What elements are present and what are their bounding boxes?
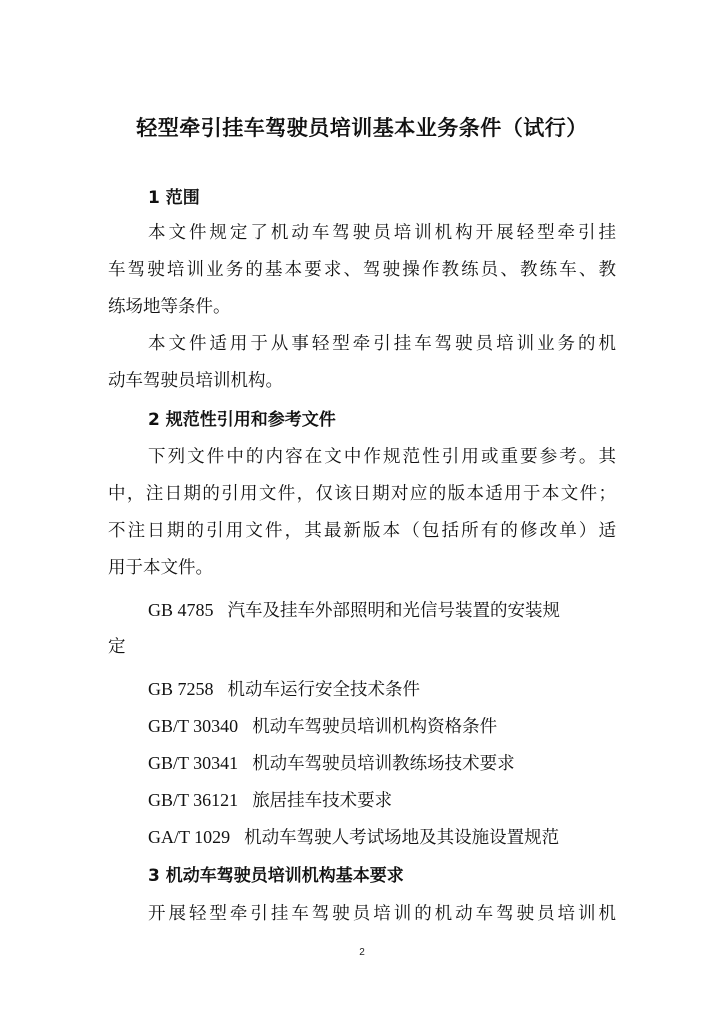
reference-code: GB/T 30341 xyxy=(148,753,239,773)
paragraph-line: 车驾驶培训业务的基本要求、驾驶操作教练员、教练车、教 xyxy=(108,260,616,280)
reference-code: GB/T 30340 xyxy=(148,716,239,736)
paragraph-line: 动车驾驶员培训机构。 xyxy=(108,371,283,391)
reference-code: GB 7258 xyxy=(148,679,214,699)
reference-item xyxy=(148,596,616,625)
paragraph-line: 开展轻型牵引挂车驾驶员培训的机动车驾驶员培训机 xyxy=(148,904,616,924)
page-number: 2 xyxy=(359,947,365,958)
section-2-heading: 2 规范性引用和参考文件 xyxy=(148,410,336,430)
reference-title: 机动车驾驶员培训教练场技术要求 xyxy=(252,754,515,774)
reference-title: 机动车驾驶人考试场地及其设施设置规范 xyxy=(244,828,560,848)
reference-code: GA/T 1029 xyxy=(148,827,231,847)
section-3-heading: 3 机动车驾驶员培训机构基本要求 xyxy=(148,866,404,886)
reference-item xyxy=(148,675,616,704)
reference-title: 汽车及挂车外部照明和光信号装置的安装规 xyxy=(227,601,561,621)
paragraph-line: 练场地等条件。 xyxy=(108,297,231,317)
reference-item xyxy=(148,786,616,815)
paragraph-line: 中，注日期的引用文件，仅该日期对应的版本适用于本文件； xyxy=(108,484,616,504)
reference-item xyxy=(148,712,616,741)
paragraph-line: 下列文件中的内容在文中作规范性引用或重要参考。其 xyxy=(148,447,616,467)
section-1-heading: 1 范围 xyxy=(148,188,200,208)
reference-item xyxy=(148,749,616,778)
paragraph-line: 本文件适用于从事轻型牵引挂车驾驶员培训业务的机 xyxy=(148,334,616,354)
reference-code: GB/T 36121 xyxy=(148,790,239,810)
reference-title-continuation: 定 xyxy=(108,637,126,657)
reference-code: GB 4785 xyxy=(148,600,214,620)
paragraph-line: 本文件规定了机动车驾驶员培训机构开展轻型牵引挂 xyxy=(148,223,616,243)
reference-title: 机动车运行安全技术条件 xyxy=(227,680,421,700)
paragraph-line: 不注日期的引用文件，其最新版本（包括所有的修改单）适 xyxy=(108,521,616,541)
reference-title: 旅居挂车技术要求 xyxy=(252,791,393,811)
reference-item xyxy=(148,823,616,852)
document-title: 轻型牵引挂车驾驶员培训基本业务条件（试行） xyxy=(136,115,588,140)
paragraph-line: 用于本文件。 xyxy=(108,558,213,578)
reference-title: 机动车驾驶员培训机构资格条件 xyxy=(252,717,498,737)
